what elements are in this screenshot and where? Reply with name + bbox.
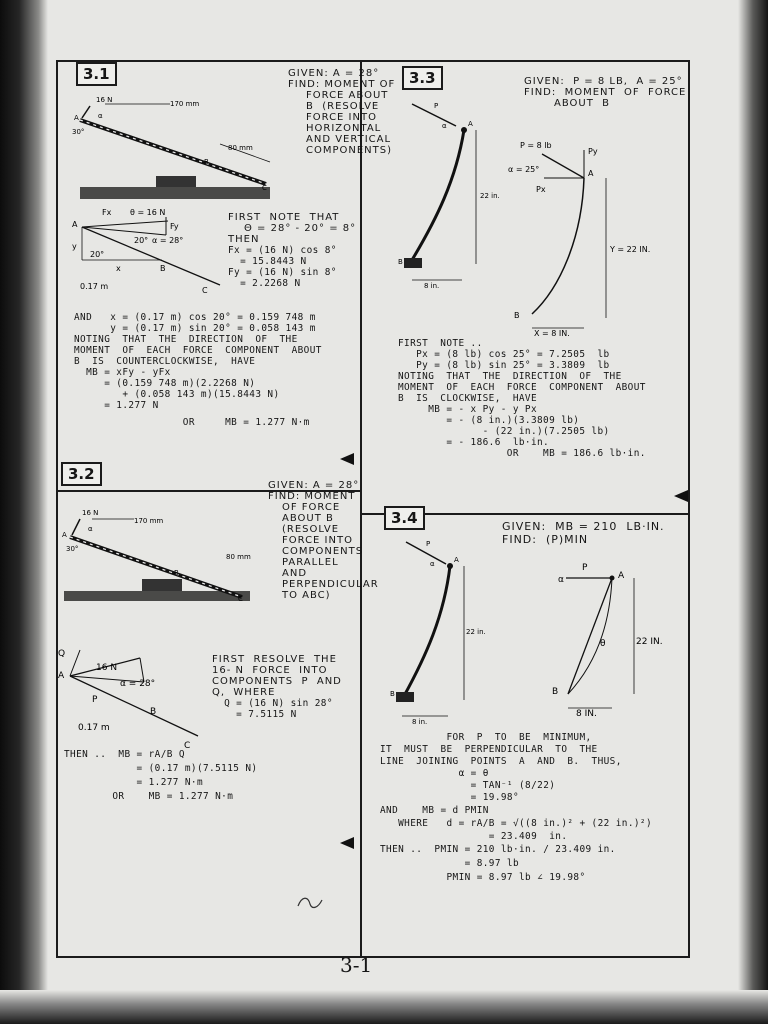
given-3-3 bbox=[524, 76, 686, 109]
given-line: AND bbox=[282, 568, 308, 579]
base-support bbox=[404, 258, 422, 268]
fbd-p: P = 8 lb bbox=[520, 141, 552, 150]
body-line: = (0.159 748 m)(2.2268 N) bbox=[74, 378, 256, 389]
given-3-1 bbox=[288, 68, 395, 156]
fbd-dist: 0.17 m bbox=[78, 723, 110, 733]
alpha-line bbox=[82, 227, 166, 235]
force-arrow bbox=[82, 106, 90, 118]
body-line: NOTING THAT THE DIRECTION OF THE bbox=[398, 371, 622, 382]
given-line: FIND: MOMENT bbox=[268, 491, 356, 502]
fbd-dist: 0.17 m bbox=[80, 282, 109, 291]
fig-alpha-label: α bbox=[98, 112, 103, 120]
note-3-1 bbox=[228, 212, 356, 289]
body-line: FIRST NOTE .. bbox=[398, 338, 483, 349]
problem-label-3-3: 3.3 bbox=[402, 66, 443, 90]
problem-label-3-2: 3.2 bbox=[61, 462, 102, 486]
note-line: = 2.2268 N bbox=[228, 278, 301, 289]
given-3-2 bbox=[268, 480, 379, 601]
body-line: AND MB = d PMIN bbox=[380, 805, 489, 816]
page-number: 3-1 bbox=[340, 953, 373, 977]
fbd-alpha: α bbox=[558, 575, 564, 585]
note-line: = 7.5115 N bbox=[212, 709, 297, 720]
fbd-width: 8 IN. bbox=[576, 709, 597, 719]
body-line: WHERE d = rA/B = √((8 in.)² + (22 in.)²) bbox=[380, 818, 652, 829]
fbd-point-b: B bbox=[160, 264, 166, 273]
given-line: TO ABC) bbox=[282, 590, 331, 601]
ground-block bbox=[80, 187, 270, 199]
fig-height-label: 80 mm bbox=[228, 144, 253, 152]
body-3-3 bbox=[398, 338, 688, 459]
body-line: THEN .. MB = rA/B Q bbox=[64, 749, 185, 760]
note-line: Fx = (16 N) cos 8° bbox=[228, 245, 337, 256]
body-line: LINE JOINING POINTS A AND B. THUS, bbox=[380, 756, 622, 767]
lever-arm bbox=[532, 178, 584, 314]
given-line: HORIZONTAL bbox=[306, 123, 382, 134]
body-line: MB = xFy - yFx bbox=[74, 367, 171, 378]
body-line: α = θ bbox=[380, 768, 489, 779]
fbd-point-b: B bbox=[150, 707, 157, 717]
note-line: Θ = 28° - 20° = 8° bbox=[244, 223, 357, 234]
fig-point-a: A bbox=[74, 114, 79, 122]
fbd-p: P bbox=[92, 695, 98, 705]
fig-force-label: 16 N bbox=[96, 96, 113, 104]
answer-arrow-icon bbox=[340, 453, 354, 465]
body-line: = 23.409 in. bbox=[380, 831, 568, 842]
ground-block bbox=[64, 591, 250, 601]
body-line: = 1.277 N·m bbox=[64, 777, 204, 788]
answer-arrow-icon bbox=[340, 837, 354, 849]
note-line: COMPONENTS P AND bbox=[212, 676, 342, 687]
fbd-p: P bbox=[582, 563, 588, 573]
fbd-3-4 bbox=[548, 554, 678, 724]
fbd-angle-20b: 20° bbox=[90, 250, 105, 259]
fbd-px: Px bbox=[536, 185, 546, 194]
body-line: MOMENT OF EACH FORCE COMPONENT ABOUT bbox=[398, 382, 646, 393]
fbd-point-c: C bbox=[202, 286, 208, 295]
given-line: GIVEN: Α = 28° bbox=[288, 68, 380, 79]
fig-point-a: A bbox=[62, 531, 67, 539]
body-3-4 bbox=[380, 732, 686, 885]
given-line: COMPONENTS) bbox=[306, 145, 393, 156]
fig-width: 8 in. bbox=[412, 718, 428, 726]
point-a-dot bbox=[610, 576, 615, 581]
body-line: MOMENT OF EACH FORCE COMPONENT ABOUT bbox=[74, 345, 322, 356]
fbd-alpha: α = 28° bbox=[152, 236, 184, 245]
given-line: GIVEN: P = 8 LB, Α = 25° bbox=[524, 76, 683, 87]
fbd-alpha: α = 28° bbox=[120, 679, 156, 689]
fbd-x: X = 8 IN. bbox=[534, 329, 570, 338]
body-line: + (0.058 143 m)(15.8443 N) bbox=[74, 389, 280, 400]
given-line: AND VERTICAL bbox=[306, 134, 392, 145]
body-line: IT MUST BE PERPENDICULAR TO THE bbox=[380, 744, 598, 755]
fbd-x: x bbox=[116, 264, 121, 273]
support-block bbox=[142, 579, 182, 591]
note-line: THEN bbox=[228, 234, 260, 245]
given-line: FORCE ABOUT bbox=[306, 90, 389, 101]
fbd-point-a: A bbox=[618, 571, 625, 581]
fig-p: P bbox=[434, 102, 439, 110]
body-3-2 bbox=[64, 748, 257, 804]
line-ab bbox=[568, 578, 612, 694]
fig-alpha: α bbox=[442, 122, 447, 130]
fig-angle-label: 30° bbox=[72, 128, 85, 136]
fig-height: 22 in. bbox=[480, 192, 500, 200]
point-a-dot bbox=[447, 563, 453, 569]
lever-arm bbox=[404, 566, 450, 696]
q-arrow bbox=[70, 650, 80, 676]
body-3-1 bbox=[74, 312, 360, 428]
fig-dist-label: 170 mm bbox=[134, 517, 164, 525]
given-line: OF FORCE bbox=[282, 502, 341, 513]
given-line: PERPENDICULAR bbox=[282, 579, 379, 590]
answer-line: OR MB = 1.277 N·m bbox=[64, 791, 234, 802]
fig-point-a: A bbox=[468, 120, 473, 128]
given-line: FORCE INTO bbox=[282, 535, 353, 546]
note-3-2 bbox=[212, 654, 342, 720]
body-line: FOR P TO BE MINIMUM, bbox=[380, 732, 592, 743]
answer-line: OR MB = 1.277 N·m bbox=[74, 417, 310, 428]
fbd-y: Y = 22 IN. bbox=[610, 245, 651, 254]
given-line: COMPONENTS bbox=[282, 546, 364, 557]
fbd-alpha: α = 25° bbox=[508, 165, 540, 174]
given-line: B (RESOLVE bbox=[306, 101, 380, 112]
answer-line: PMIN = 8.97 lb ∠ 19.98° bbox=[380, 872, 586, 883]
force-arrow bbox=[72, 519, 80, 535]
body-line: = - (8 in.)(3.3809 lb) bbox=[398, 415, 580, 426]
figure-3-3 bbox=[396, 100, 506, 290]
fig-point-b: B bbox=[398, 258, 403, 266]
fig-height-label: 80 mm bbox=[226, 553, 251, 561]
given-line: FORCE INTO bbox=[306, 112, 377, 123]
body-line: = 19.98° bbox=[380, 792, 520, 803]
given-line: PARALLEL bbox=[282, 557, 339, 568]
p-arrow bbox=[542, 154, 584, 178]
fbd-fy: Fy bbox=[170, 222, 179, 231]
fig-alpha-label: α bbox=[88, 525, 93, 533]
body-line: = 8.97 lb bbox=[380, 858, 520, 869]
fbd-3-1 bbox=[70, 205, 230, 295]
signature-scribble bbox=[296, 892, 326, 912]
problem-label-3-4: 3.4 bbox=[384, 506, 425, 530]
given-line: ABOUT B bbox=[554, 98, 611, 109]
fbd-point-b: B bbox=[552, 687, 559, 697]
fbd-force: 16 N bbox=[96, 663, 118, 673]
note-line: Q, WHERE bbox=[212, 687, 276, 698]
given-line: (RESOLVE bbox=[282, 524, 340, 535]
given-line: GIVEN: MB = 210 LB·IN. bbox=[502, 520, 665, 533]
given-line: FIND: MOMENT OF bbox=[288, 79, 396, 90]
fbd-height: 22 IN. bbox=[636, 637, 663, 647]
body-line: NOTING THAT THE DIRECTION OF THE bbox=[74, 334, 298, 345]
fbd-point-a: A bbox=[58, 671, 65, 681]
fbd-q: Q bbox=[58, 649, 66, 659]
figure-3-1 bbox=[70, 92, 280, 202]
force-line bbox=[82, 221, 168, 227]
body-line: Py = (8 lb) sin 25° = 3.3809 lb bbox=[398, 360, 610, 371]
fig-point-b: B bbox=[204, 158, 209, 166]
fig-height: 22 in. bbox=[466, 628, 486, 636]
fbd-fx: Fx bbox=[102, 208, 112, 217]
fbd-point-a: A bbox=[588, 169, 594, 178]
given-line: FIND: MOMENT OF FORCE bbox=[524, 87, 687, 98]
body-line: MB = - x Py - y Px bbox=[398, 404, 538, 415]
fig-point-c: C bbox=[262, 184, 267, 192]
figure-3-4 bbox=[390, 536, 500, 726]
note-line: FIRST RESOLVE THE bbox=[212, 654, 337, 665]
note-line: = 15.8443 N bbox=[228, 256, 307, 267]
base-support bbox=[396, 692, 414, 702]
fig-point-b: B bbox=[174, 569, 179, 577]
given-line: FIND: (P)MIN bbox=[502, 533, 589, 546]
figure-3-2 bbox=[62, 505, 262, 605]
fig-p: P bbox=[426, 540, 431, 548]
given-3-4 bbox=[502, 520, 665, 546]
problem-label-3-1: 3.1 bbox=[76, 62, 117, 86]
given-line: GIVEN: Α = 28° bbox=[268, 480, 360, 491]
fbd-theta: θ bbox=[600, 639, 606, 649]
fig-alpha: α bbox=[430, 560, 435, 568]
fig-width: 8 in. bbox=[424, 282, 440, 290]
fbd-theta: θ = 16 N bbox=[130, 208, 166, 217]
scan-shadow-left bbox=[0, 0, 48, 1024]
note-line: Fy = (16 N) sin 8° bbox=[228, 267, 337, 278]
fig-point-a: A bbox=[454, 556, 459, 564]
body-line: AND x = (0.17 m) cos 20° = 0.159 748 m bbox=[74, 312, 316, 323]
fbd-point-b: B bbox=[514, 311, 520, 320]
body-line: B IS CLOCKWISE, HAVE bbox=[398, 393, 538, 404]
scan-shadow-bottom bbox=[0, 990, 768, 1024]
fig-point-b: B bbox=[390, 690, 395, 698]
fbd-point-a: A bbox=[72, 220, 78, 229]
fbd-angle-20: 20° bbox=[134, 236, 149, 245]
fbd-3-2 bbox=[58, 640, 218, 750]
fbd-y: y bbox=[72, 242, 77, 251]
fig-point-c: C bbox=[238, 595, 243, 603]
fig-force-label: 16 N bbox=[82, 509, 99, 517]
fbd-point-c: C bbox=[184, 741, 191, 751]
lever-arm bbox=[412, 130, 464, 260]
answer-line: OR MB = 186.6 lb·in. bbox=[398, 448, 646, 459]
body-line: = 1.277 N bbox=[74, 400, 159, 411]
body-line: y = (0.17 m) sin 20° = 0.058 143 m bbox=[74, 323, 316, 334]
note-line: FIRST NOTE THAT bbox=[228, 212, 340, 223]
fig-angle-label: 30° bbox=[66, 545, 79, 553]
body-line: = (0.17 m)(7.5115 N) bbox=[64, 763, 258, 774]
body-line: B IS COUNTERCLOCKWISE, HAVE bbox=[74, 356, 256, 367]
body-line: Px = (8 lb) cos 25° = 7.2505 lb bbox=[398, 349, 610, 360]
answer-arrow-icon bbox=[674, 490, 688, 502]
fbd-3-3 bbox=[508, 138, 670, 338]
body-line: = TAN⁻¹ (8/22) bbox=[380, 780, 556, 791]
point-a-dot bbox=[461, 127, 467, 133]
body-line: THEN .. PMIN = 210 lb·in. / 23.409 in. bbox=[380, 844, 616, 855]
body-line: - (22 in.)(7.2505 lb) bbox=[398, 426, 610, 437]
note-line: Q = (16 N) sin 28° bbox=[212, 698, 333, 709]
note-line: 16- N FORCE INTO bbox=[212, 665, 328, 676]
support-block bbox=[156, 176, 196, 187]
given-line: ABOUT B bbox=[282, 513, 334, 524]
body-line: = - 186.6 lb·in. bbox=[398, 437, 550, 448]
scan-shadow-right bbox=[738, 0, 768, 1024]
fig-dist-label: 170 mm bbox=[170, 100, 200, 108]
fbd-py: Py bbox=[588, 147, 598, 156]
